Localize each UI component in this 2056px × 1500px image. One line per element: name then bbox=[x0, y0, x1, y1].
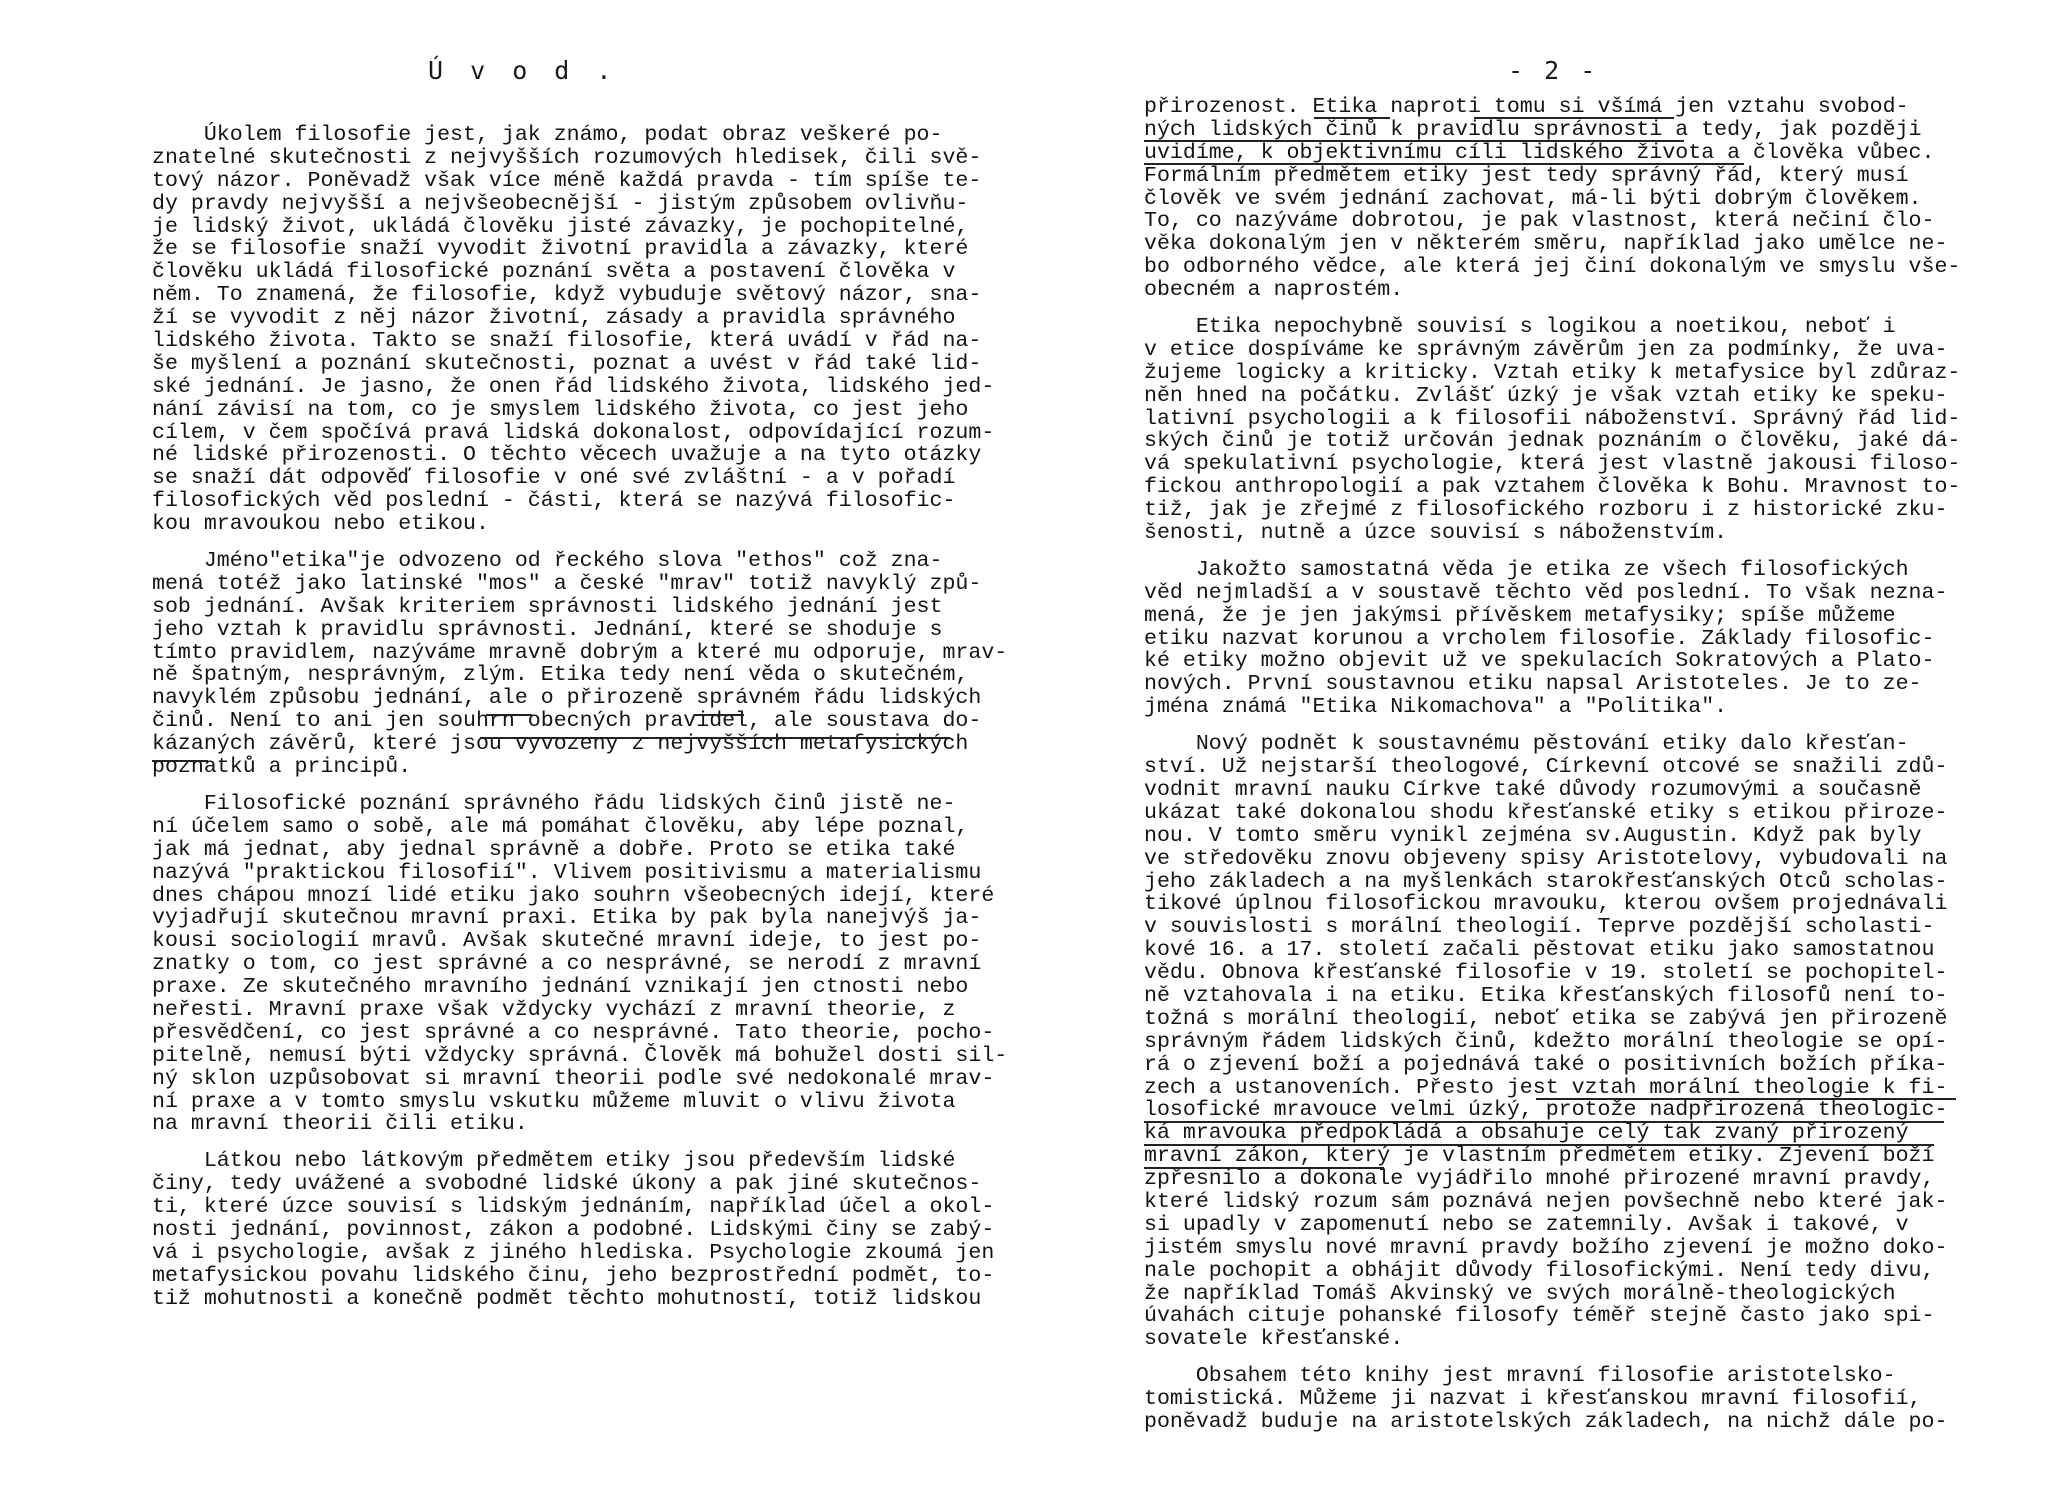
paragraph bbox=[152, 1150, 1007, 1310]
text-line: dnes chápou mnozí lidé etiku jako souhrn všeobecných idejí, které bbox=[152, 883, 995, 908]
text-line: v souvislosti s morální theologií. Teprve pozdější scholasti- bbox=[1144, 915, 1935, 940]
text-line: nazývá "praktickou filosofií". Vlivem positivismu a materialismu bbox=[152, 860, 982, 885]
paragraph bbox=[1144, 1365, 1960, 1434]
text-line: tímto pravidlem, nazýváme mravně dobrým a které mu odporuje, mrav- bbox=[152, 640, 1008, 665]
text-line: fickou anthropologií a pak vztahem člověka k Bohu. Mravnost to- bbox=[1144, 475, 1961, 500]
text-line: nale pochopit a obhájit důvody filosofickými. Není tedy divu, bbox=[1144, 1258, 1935, 1283]
text-line: mravní zákon, který je vlastním předmětem etiky. Zjevení boží bbox=[1144, 1144, 1935, 1169]
text-line: ží se vyvodit z něj názor životní, zásady a pravidla správného bbox=[152, 306, 956, 331]
text-line: metafysickou povahu lidského činu, jeho bezprostřední podmět, to- bbox=[152, 1263, 995, 1288]
text-line: Etika nepochybně souvisí s logikou a noetikou, neboť i bbox=[1144, 315, 1896, 340]
text-line: zpřesnilo a dokonale vyjádřilo mnohé přirozené mravní pravdy, bbox=[1144, 1167, 1935, 1192]
text-line: přesvědčení, co jest správné a co nesprávné. Tato theorie, pocho- bbox=[152, 1020, 995, 1045]
text-line: si upadly v zapomenutí nebo se zatemnily. Avšak i takové, v bbox=[1144, 1212, 1909, 1237]
text-line: které lidský rozum sám poznává nejen povšechně nebo které jak- bbox=[1144, 1189, 1948, 1214]
text-line: cílem, v čem spočívá pravá lidská dokonalost, odpovídající rozum- bbox=[152, 420, 995, 445]
text-line: člověk ve svém jednání zachovat, má-li býti dobrým člověkem. bbox=[1144, 186, 1922, 211]
underline-mark bbox=[486, 714, 532, 716]
text-line: jeho základech a na myšlenkách starokřesťanských Otců scholas- bbox=[1144, 869, 1948, 894]
text-line: Úkolem filosofie jest, jak známo, podat obraz veškeré po- bbox=[152, 123, 943, 147]
text-line: Formálním předmětem etiky jest tedy správný řád, který musí bbox=[1144, 163, 1909, 188]
text-line: ké etiky možno objevit už ve spekulacích Sokratových a Plato- bbox=[1144, 649, 1935, 674]
text-line: ské jednání. Je jasno, že onen řád lidského života, lidského jed- bbox=[152, 374, 995, 399]
paragraph bbox=[152, 124, 1007, 536]
text-line: Obsahem této knihy jest mravní filosofie aristotelsko- bbox=[1144, 1364, 1896, 1389]
text-line: navyklém způsobu jednání, ale o přirozeně správném řádu lidských bbox=[152, 686, 982, 711]
underline-mark bbox=[694, 714, 744, 716]
text-line: ně špatným, nesprávným, zlým. Etika tedy není věda o skutečném, bbox=[152, 663, 969, 688]
text-line: vědu. Obnova křesťanské filosofie v 19. století se pochopitel- bbox=[1144, 961, 1948, 986]
underline-mark bbox=[1144, 1144, 1934, 1146]
paragraph bbox=[1144, 733, 1960, 1351]
page-number: - 2 - bbox=[1508, 56, 1599, 85]
text-line: pitelně, nemusí býti vždycky správná. Člověk má bohužel dosti sil- bbox=[152, 1043, 1008, 1068]
text-line: uvidíme, k objektivnímu cíli lidského života a člověka vůbec. bbox=[1144, 140, 1935, 165]
text-line: neřesti. Mravní praxe však vždycky vychází z mravní theorie, z bbox=[152, 997, 956, 1022]
text-line: věka dokonalým jen v některém směru, například jako umělce ne- bbox=[1144, 232, 1948, 257]
text-line: praxe. Ze skutečného mravního jednání vznikají jen ctnosti nebo bbox=[152, 975, 969, 1000]
text-line: nových. První soustavnou etiku napsal Aristoteles. Je to ze- bbox=[1144, 672, 1922, 697]
text-line: Látkou nebo látkovým předmětem etiky jsou především lidské bbox=[152, 1149, 956, 1174]
text-line: činy, tedy uvážené a svobodné lidské úkony a pak jiné skutečnos- bbox=[152, 1172, 982, 1197]
text-line: mená, že je jen jakýmsi přívěskem metafysiky; spíše můžeme bbox=[1144, 603, 1896, 628]
text-line: tikové úplnou filosofickou mravouku, kterou ovšem projednávali bbox=[1144, 892, 1948, 917]
text-line: činů. Není to ani jen souhrn obecných pravidel, ale soustava do- bbox=[152, 709, 982, 734]
text-line: zech a ustanoveních. Přesto jest vztah morální theologie k fi- bbox=[1144, 1075, 1948, 1100]
paragraph bbox=[152, 793, 1007, 1136]
text-line: vá i psychologie, avšak z jiného hlediska. Psychologie zkoumá jen bbox=[152, 1240, 995, 1265]
text-line: v etice dospíváme ke správným závěrům jen za podmínky, že uva- bbox=[1144, 337, 1948, 362]
text-line: tiž, jak je zřejmé z filosofického rozboru i z historické zku- bbox=[1144, 498, 1948, 523]
text-line: kousi sociologií mravů. Avšak skutečné mravní ideje, to jest po- bbox=[152, 929, 982, 954]
text-line: Nový podnět k soustavnému pěstování etiky dalo křesťan- bbox=[1144, 732, 1909, 757]
text-line: tožná s morální theologií, neboť etika se zabývá jen přirozeně bbox=[1144, 1006, 1948, 1031]
text-line: sob jednání. Avšak kriteriem správnosti lidského jednání jest bbox=[152, 594, 943, 619]
paragraph bbox=[1144, 559, 1960, 719]
text-line: tomistická. Můžeme ji nazvat i křesťanskou mravní filosofií, bbox=[1144, 1387, 1922, 1412]
text-line: sovatele křesťanské. bbox=[1144, 1327, 1404, 1352]
underline-mark bbox=[1144, 1121, 1944, 1123]
text-line: vodnit mravní nauku Církve také důvody rozumovými a současně bbox=[1144, 777, 1922, 802]
text-line: nou. V tomto směru vynikl zejména sv.Augustin. Když pak byly bbox=[1144, 823, 1922, 848]
text-line: ných lidských činů k pravidlu správnosti a tedy, jak později bbox=[1144, 117, 1922, 142]
underline-mark bbox=[1474, 117, 1674, 119]
text-line: šenosti, nutně a úzce souvisí s náboženstvím. bbox=[1144, 521, 1728, 546]
text-line: ských činů je totiž určován jednak poznáním o člověku, jaké dá- bbox=[1144, 429, 1961, 454]
text-line: jistém smyslu nové mravní pravdy božího zjevení je možno doko- bbox=[1144, 1235, 1948, 1260]
text-line: tiž mohutnosti a konečně podmět těchto mohutností, totiž lidskou bbox=[152, 1286, 982, 1311]
text-line: že například Tomáš Akvinský ve svých morálně-theologických bbox=[1144, 1281, 1896, 1306]
text-line: člověku ukládá filosofické poznání světa a postavení člověka v bbox=[152, 260, 956, 285]
text-line: něm. To znamená, že filosofie, když vybuduje světový názor, sna- bbox=[152, 283, 982, 308]
text-line: poněvadž buduje na aristotelských základech, na nichž dále po- bbox=[1144, 1409, 1948, 1434]
text-line: něn hned na počátku. Zvlášť úzký je však vztah etiky ke speku- bbox=[1144, 383, 1948, 408]
text-line: Jakožto samostatná věda je etika ze všech filosofických bbox=[1144, 557, 1909, 582]
text-line: jak má jednat, aby jednal správně a dobře. Proto se etika také bbox=[152, 837, 956, 862]
text-line: na mravní theorii čili etiku. bbox=[152, 1112, 528, 1137]
text-line: ká mravouka předpokládá a obsahuje celý tak zvaný přirozený bbox=[1144, 1121, 1909, 1146]
underline-mark bbox=[1144, 140, 1684, 142]
chapter-title: Ú v o d . bbox=[428, 56, 618, 85]
paragraph bbox=[152, 550, 1007, 779]
text-line: nání závisí na tom, co je smyslem lidského života, co jest jeho bbox=[152, 397, 969, 422]
text-line: bo odborného vědce, ale která jej činí dokonalým ve smyslu vše- bbox=[1144, 255, 1961, 280]
text-line: přirozenost. Etika naproti tomu si všímá jen vztahu svobod- bbox=[1144, 95, 1909, 119]
text-line: To, co nazýváme dobrotou, je pak vlastnost, která nečiní člo- bbox=[1144, 209, 1935, 234]
text-line: filosofických věd poslední - části, která se nazývá filosofic- bbox=[152, 489, 956, 514]
text-line: se snaží dát odpověď filosofie v oné své zvláštní - a v pořadí bbox=[152, 466, 956, 491]
text-line: Filosofické poznání správného řádu lidských činů jistě ne- bbox=[152, 791, 956, 816]
text-line: poznatků a principů. bbox=[152, 755, 412, 780]
text-line: žujeme logicky a kriticky. Vztah etiky k metafysice byl zdůraz- bbox=[1144, 360, 1961, 385]
text-line: ti, které úzce souvisí s lidským jednáním, například účel a okol- bbox=[152, 1195, 995, 1220]
underline-mark bbox=[1144, 1167, 1384, 1169]
text-line: znatelné skutečnosti z nejvyšších rozumových hledisek, čili svě- bbox=[152, 145, 982, 170]
text-line: věd nejmladší a v soustavě těchto věd poslední. To však nezna- bbox=[1144, 580, 1948, 605]
text-line: vá spekulativní psychologie, která jest vlastně jakousi filoso- bbox=[1144, 452, 1961, 477]
text-line: tový názor. Poněvadž však více méně každá pravda - tím spíše te- bbox=[152, 168, 982, 193]
underline-mark bbox=[1144, 163, 1744, 165]
text-line: ný sklon uzpůsobovat si mravní theorii podle své nedokonalé mrav- bbox=[152, 1066, 995, 1091]
text-line: vyjadřují skutečnou mravní praxi. Etika by pak byla nanejvýš ja- bbox=[152, 906, 982, 931]
text-line: kázaných závěrů, které jsou vyvozeny z nejvyšších metafysických bbox=[152, 732, 969, 757]
text-line: správným řádem lidských činů, kdežto morální theologie se opí- bbox=[1144, 1029, 1948, 1054]
text-line: obecném a naprostém. bbox=[1144, 278, 1404, 303]
text-line: ství. Už nejstarší theologové, Církevní otcové se snažili zdů- bbox=[1144, 755, 1948, 780]
text-line: ní praxe a v tomto smyslu vskutku můžeme mluvit o vlivu života bbox=[152, 1089, 956, 1114]
text-line: je lidský život, ukládá člověku jisté závazky, je pochopitelné, bbox=[152, 214, 969, 239]
text-line: úvahách cituje pohanské filosofy téměř stejně často jako spi- bbox=[1144, 1304, 1935, 1329]
text-line: ně vztahovala i na etiku. Etika křesťanských filosofů není to- bbox=[1144, 983, 1948, 1008]
text-line: etiku nazvat korunou a vrcholem filosofie. Základy filosofic- bbox=[1144, 626, 1935, 651]
text-line: lidského života. Takto se snaží filosofie, která uvádí v řád na- bbox=[152, 329, 982, 354]
text-line: ve středověku znovu objeveny spisy Aristotelovy, vybudovali na bbox=[1144, 846, 1948, 871]
text-line: nosti jednání, povinnost, zákon a podobné. Lidskými činy se zabý- bbox=[152, 1217, 995, 1242]
text-line: že se filosofie snaží vyvodit životní pravidla a závazky, které bbox=[152, 237, 969, 262]
text-line: jeho vztah k pravidlu správnosti. Jednání, které se shoduje s bbox=[152, 617, 943, 642]
text-line: jména známá "Etika Nikomachova" a "Politika". bbox=[1144, 695, 1728, 720]
paragraph bbox=[1144, 316, 1960, 545]
text-line: znatky o tom, co jest správné a co nesprávné, se nerodí z mravní bbox=[152, 952, 982, 977]
text-line: dy pravdy nejvyšší a nejvšeobecnější - jistým způsobem ovlivňu- bbox=[152, 191, 969, 216]
text-line: losofické mravouce velmi úzký, protože nadpřirozená theologic- bbox=[1144, 1098, 1948, 1123]
text-line: ukázat také dokonalou shodu křesťanské etiky s etikou přiroze- bbox=[1144, 800, 1948, 825]
left-page-text bbox=[152, 124, 1007, 1325]
text-line: lativní psychologii a k filosofii náboženství. Správný řád lid- bbox=[1144, 406, 1961, 431]
underline-mark bbox=[1314, 117, 1390, 119]
underline-mark bbox=[152, 760, 208, 762]
paragraph bbox=[1144, 96, 1960, 302]
underline-mark bbox=[480, 737, 950, 739]
underline-mark bbox=[1536, 1098, 1956, 1100]
text-line: kové 16. a 17. století začali pěstovat etiku jako samostatnou bbox=[1144, 938, 1935, 963]
right-page-text bbox=[1144, 96, 1960, 1448]
text-line: rá o zjevení boží a pojednává také o positivních božích příka- bbox=[1144, 1052, 1948, 1077]
text-line: Jméno"etika"je odvozeno od řeckého slova "ethos" což zna- bbox=[152, 549, 943, 574]
text-line: mená totéž jako latinské "mos" a české "mrav" totiž navyklý způ- bbox=[152, 571, 982, 596]
text-line: ní účelem samo o sobě, ale má pomáhat člověku, aby lépe poznal, bbox=[152, 814, 969, 839]
text-line: še myšlení a poznání skutečnosti, poznat a uvést v řád také lid- bbox=[152, 351, 982, 376]
text-line: né lidské přirozenosti. O těchto věcech uvažuje a na tyto otázky bbox=[152, 443, 982, 468]
text-line: kou mravoukou nebo etikou. bbox=[152, 512, 489, 537]
